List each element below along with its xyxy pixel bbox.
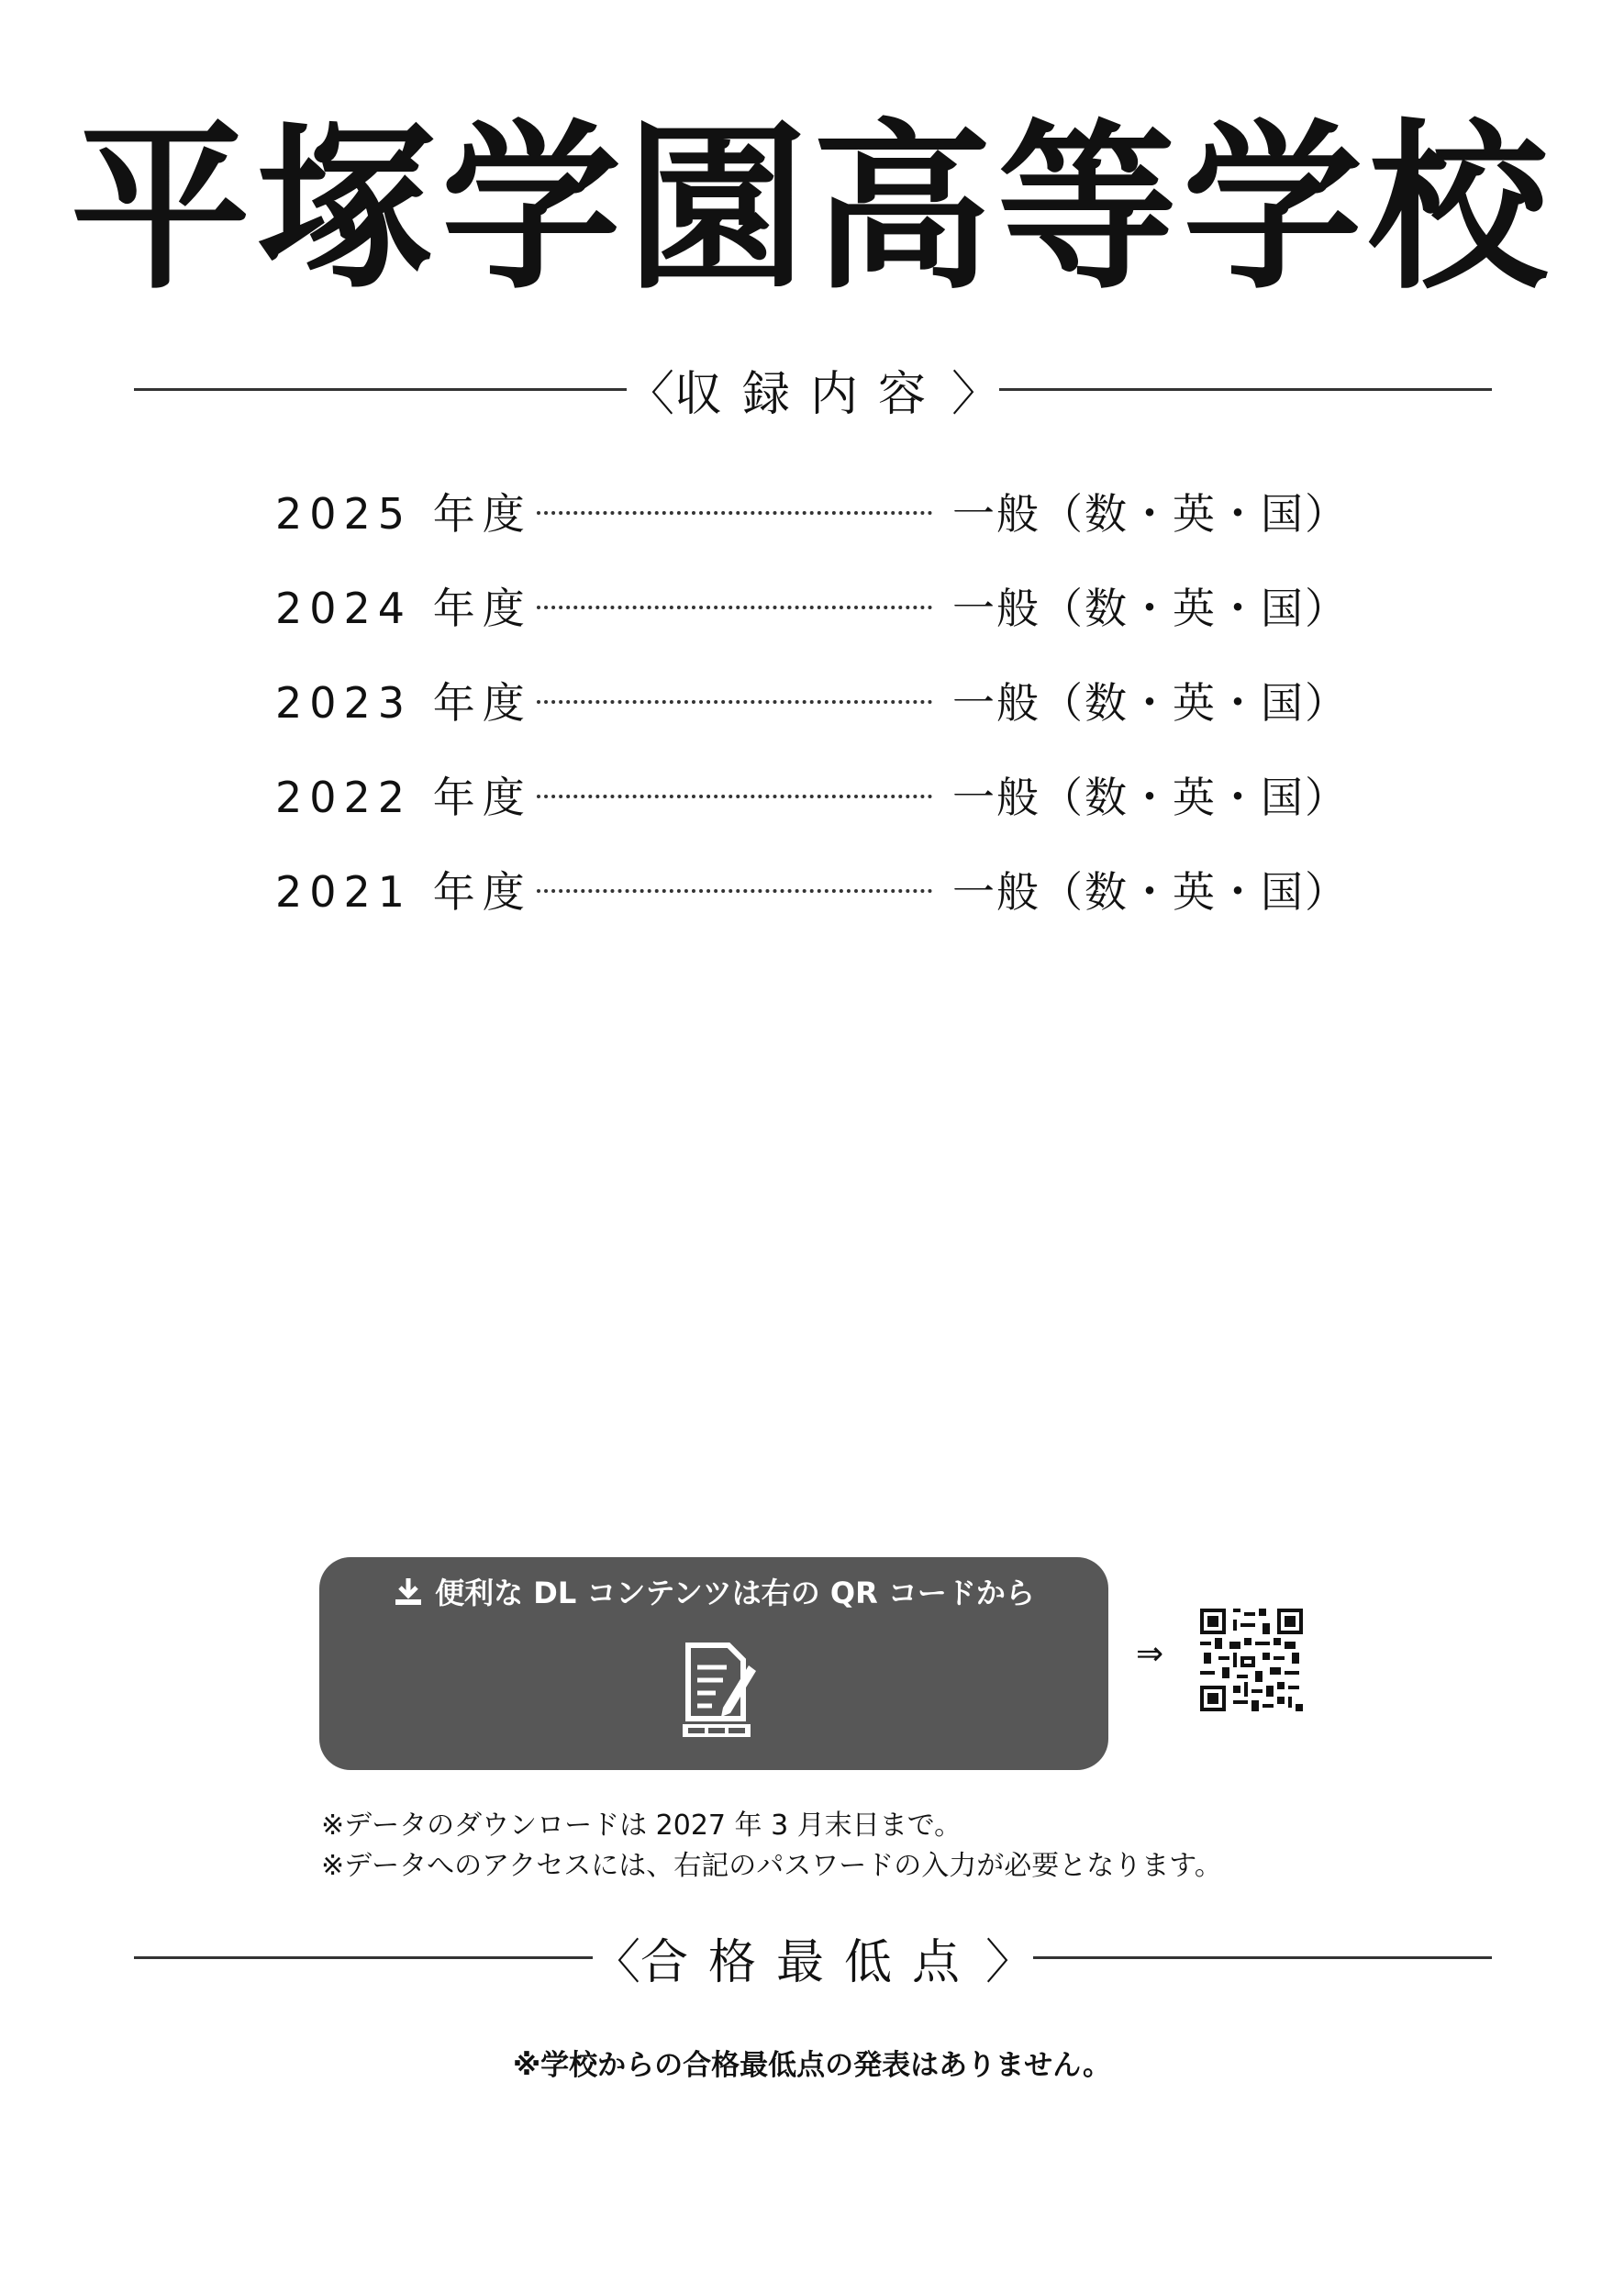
download-icon [393,1576,424,1607]
minscore-section-label: 合格最低点 [640,1934,981,1990]
bracket-close: 〉 [951,366,1000,422]
year-label: 2024 年度 [275,583,532,633]
year-label: 2023 年度 [275,677,532,728]
exam-label: 一般（数・英・国） [952,583,1349,633]
exam-label: 一般（数・英・国） [952,677,1349,728]
arrow-icon: ⇒ [1136,1635,1164,1673]
qr-code-icon[interactable] [1200,1609,1303,1711]
minscore-section-header [134,1921,1492,1994]
document-icon[interactable] [675,1640,758,1741]
minscore-note: ※学校からの合格最低点の発表はありません。 [513,2049,1111,2082]
dot-leader [537,606,932,609]
year-label: 2025 年度 [275,488,532,539]
download-heading [319,1570,1108,1612]
list-item[interactable] [275,841,1349,936]
dot-leader [537,889,932,893]
divider-line [134,388,627,391]
exam-label: 一般（数・英・国） [952,866,1349,917]
exam-label: 一般（数・英・国） [952,488,1349,539]
contents-section-header [134,352,1492,426]
note-line: ※データのダウンロードは 2027 年 3 月末日まで。 [321,1810,962,1842]
download-heading-text: 便利な DL コンテンツは右の QR コードから [435,1576,1035,1610]
year-label: 2021 年度 [275,866,532,917]
divider-line [999,388,1492,391]
dot-leader [537,511,932,515]
bracket-open: 〈 [592,1934,640,1990]
download-content-box[interactable] [319,1557,1108,1770]
school-title: 平塚学園高等学校 [70,105,1553,314]
contents-list [275,463,1349,936]
list-item[interactable] [275,558,1349,652]
bracket-close: 〉 [985,1934,1034,1990]
divider-line [134,1956,593,1959]
download-notes [321,1806,1222,1887]
dot-leader [537,700,932,704]
list-item[interactable] [275,747,1349,841]
divider-line [1033,1956,1492,1959]
list-item[interactable] [275,652,1349,747]
contents-section-label: 収録内容 [674,366,947,422]
list-item[interactable] [275,463,1349,558]
dot-leader [537,795,932,798]
year-label: 2022 年度 [275,772,532,822]
exam-label: 一般（数・英・国） [952,772,1349,822]
note-line: ※データへのアクセスには、右記のパスワードの入力が必要となります。 [321,1850,1222,1882]
bracket-open: 〈 [626,366,674,422]
